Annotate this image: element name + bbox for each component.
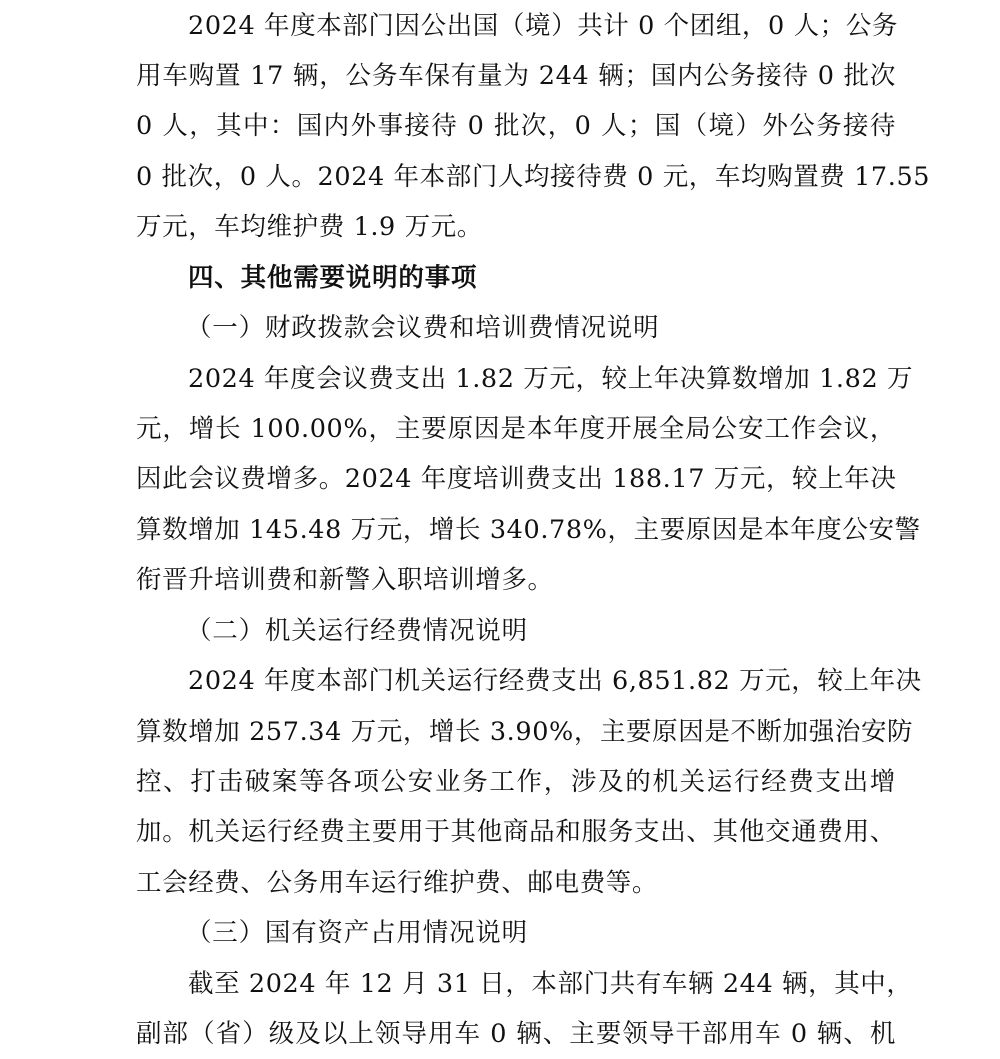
paragraph-line: 衔晋升培训费和新警入职培训增多。 bbox=[136, 565, 554, 595]
paragraph-line: 副部（省）级及以上领导用车 0 辆、主要领导干部用车 0 辆、机 bbox=[136, 1019, 896, 1049]
paragraph-line: 2024 年度本部门机关运行经费支出 6,851.82 万元，较上年决 bbox=[188, 666, 922, 696]
paragraph-line: 用车购置 17 辆，公务车保有量为 244 辆；国内公务接待 0 批次 bbox=[136, 61, 896, 91]
paragraph-line: 加。机关运行经费主要用于其他商品和服务支出、其他交通费用、 bbox=[136, 817, 896, 847]
paragraph-line: 2024 年度会议费支出 1.82 万元，较上年决算数增加 1.82 万 bbox=[188, 364, 914, 394]
paragraph-line: 算数增加 145.48 万元，增长 340.78%，主要原因是本年度公安警 bbox=[136, 515, 921, 545]
subsection-heading: （二）机关运行经费情况说明 bbox=[186, 616, 528, 646]
paragraph-line: 万元，车均维护费 1.9 万元。 bbox=[136, 212, 483, 242]
paragraph-line: 0 人，其中：国内外事接待 0 批次，0 人；国（境）外公务接待 bbox=[136, 111, 896, 141]
paragraph-line: 2024 年度本部门因公出国（境）共计 0 个团组，0 人；公务 bbox=[188, 11, 898, 41]
section-heading: 四、其他需要说明的事项 bbox=[188, 263, 478, 293]
subsection-heading: （一）财政拨款会议费和培训费情况说明 bbox=[186, 313, 660, 343]
paragraph-line: 控、打击破案等各项公安业务工作，涉及的机关运行经费支出增 bbox=[136, 767, 896, 797]
subsection-heading: （三）国有资产占用情况说明 bbox=[186, 918, 528, 948]
paragraph-line: 元，增长 100.00%，主要原因是本年度开展全局公安工作会议， bbox=[136, 414, 896, 444]
paragraph-line: 0 批次，0 人。2024 年本部门人均接待费 0 元，车均购置费 17.55 bbox=[136, 162, 931, 192]
paragraph-line: 工会经费、公务用车运行维护费、邮电费等。 bbox=[136, 868, 659, 898]
paragraph-line: 截至 2024 年 12 月 31 日，本部门共有车辆 244 辆，其中， bbox=[188, 969, 913, 999]
paragraph-line: 因此会议费增多。2024 年度培训费支出 188.17 万元，较上年决 bbox=[136, 464, 897, 494]
paragraph-line: 算数增加 257.34 万元，增长 3.90%，主要原因是不断加强治安防 bbox=[136, 717, 914, 747]
